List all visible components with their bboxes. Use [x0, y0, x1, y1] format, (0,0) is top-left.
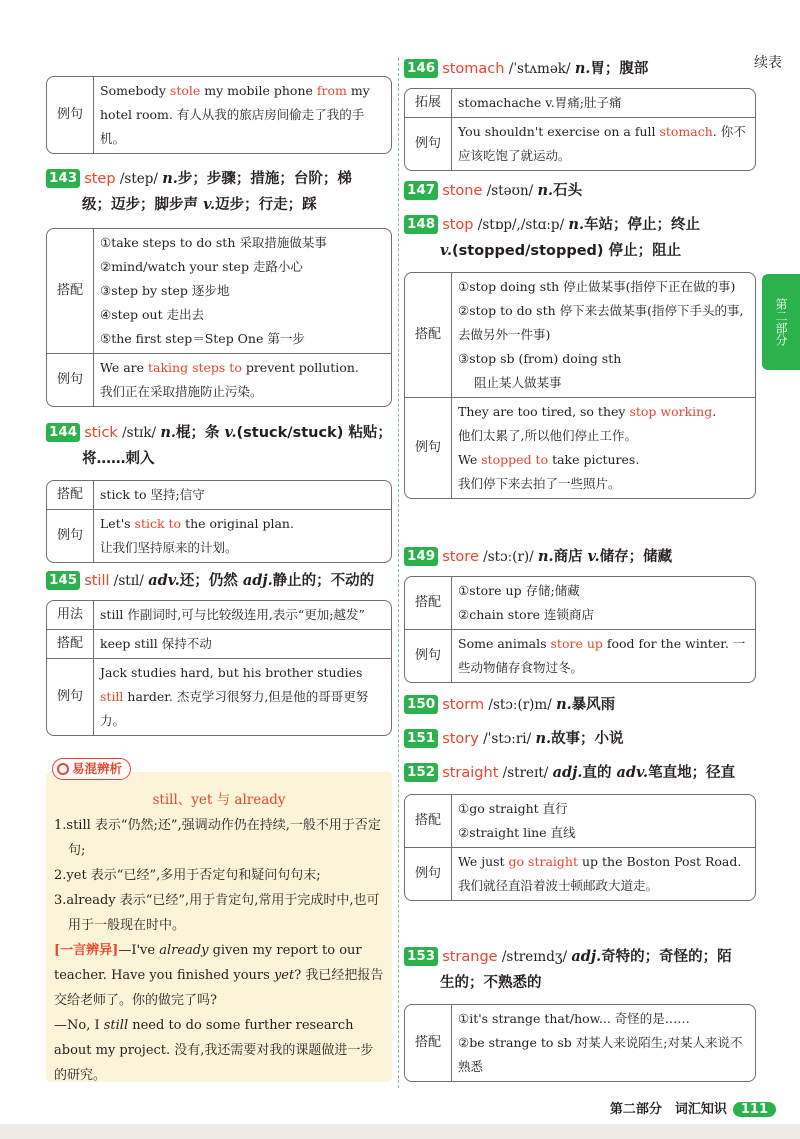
label: 例句 — [405, 629, 452, 682]
label: 用法 — [47, 601, 94, 629]
entry-number: 148 — [404, 215, 438, 234]
table-145 — [46, 600, 392, 736]
example: Somebody stole my mobile phone from my hotel room. 有人从我的旅店房间偷走了我的手机。 — [100, 83, 370, 146]
example: Some animals store up food for the winter. 一些动物储存食物过冬。 — [452, 629, 755, 682]
collocations: ①store up 存储;储藏 ②chain store 连锁商店 — [458, 583, 595, 622]
label: 搭配 — [405, 273, 452, 397]
label: 搭配 — [405, 1005, 452, 1081]
example: They are too tired, so they stop working. 他们太累了,所以他们停止工作。 We stopped to take pictures. 我们停下来去拍了一些照片。 — [452, 397, 755, 498]
label: 例句 — [405, 117, 452, 170]
table-146 — [404, 88, 756, 171]
entry-number: 145 — [46, 571, 80, 590]
entry-152: 152 straight /streɪt/ adj.直的 adv.笔直地；径直 — [404, 760, 756, 786]
entry-149: 149 store /stɔː(r)/ n.商店 v.储存；储藏 — [404, 544, 756, 570]
collocations: ①take steps to do sth 采取措施做某事 ②mind/watch your step 走路小心 ③step by step 逐步地 ④step out 走出去 ⑤the first step＝Step One 第一步 — [100, 235, 327, 346]
headword: stone — [442, 183, 483, 199]
usage: still 作副词时,可与比较级连用,表示“更加;越发” — [100, 607, 365, 622]
example: You shouldn't exercise on a full stomach. 你不应该吃饱了就运动。 — [452, 117, 755, 170]
note-title: still、yet 与 already — [152, 792, 286, 808]
collocations: ①go straight 直行 ②straight line 直线 — [458, 801, 576, 840]
table-142 — [46, 76, 392, 154]
headword: store — [442, 549, 479, 565]
label: 例句 — [405, 397, 452, 498]
collocation: keep still 保持不动 — [94, 629, 391, 658]
note-item: 1.still 表示“仍然;还”,强调动作仍在持续,一般不用于否定句; — [54, 818, 381, 858]
bottom-bar — [0, 1124, 800, 1139]
label: 搭配 — [47, 229, 94, 353]
label: 例句 — [47, 77, 94, 153]
page-number: 111 — [733, 1102, 776, 1117]
collocations: ①stop doing sth 停止做某事(指停下正在做的事) ②stop to do sth 停下来去做某事(指停下手头的事,去做另外一件事) ③stop sb (from) doing sth 阻止某人做某事 — [458, 279, 744, 390]
entry-151: 151 story /ˈstɔːri/ n.故事；小说 — [404, 726, 756, 752]
entry-144: 144 stick /stɪk/ n.棍；条 v.(stuck/stuck) 粘贴； 将……刺入 — [46, 420, 392, 472]
example: We just go straight up the Boston Post Road. 我们就径直沿着波士顿邮政大道走。 — [452, 847, 755, 900]
label: 例句 — [47, 353, 94, 406]
headword: still — [84, 573, 110, 589]
table-144 — [46, 480, 392, 563]
label: 搭配 — [47, 481, 94, 509]
page-footer — [610, 1098, 776, 1117]
label: 例句 — [47, 509, 94, 562]
table-153 — [404, 1004, 756, 1082]
entry-number: 147 — [404, 181, 438, 200]
note-example-1: [一言辨异]—I've already given my report to our teacher. Have you finished yours yet? 我已经把报告交给老师了。你的做完了吗? — [54, 943, 384, 1008]
section-tab: 第二部分 — [762, 274, 800, 370]
entry-146: 146 stomach /ˈstʌmək/ n.胃；腹部 — [404, 56, 756, 82]
magnifier-icon — [57, 763, 69, 775]
headword: stomach — [442, 61, 505, 77]
table-148 — [404, 272, 756, 499]
note-tag: 易混辨析 — [52, 758, 131, 780]
label: 例句 — [405, 847, 452, 900]
headword: step — [84, 171, 116, 187]
entry-153: 153 strange /streɪndʒ/ adj.奇特的；奇怪的；陌 生的；不熟悉的 — [404, 944, 756, 996]
entry-150: 150 storm /stɔː(r)m/ n.暴风雨 — [404, 692, 756, 718]
continued-label: 续表 — [754, 55, 782, 71]
entry-148: 148 stop /stɒp/,/stɑːp/ n.车站；停止；终止 v.(stopped/stopped) 停止；阻止 — [404, 212, 756, 264]
note-example-2: —No, I still need to do some further research about my project. 没有,我还需要对我的课题做进一步的研究。 — [54, 1018, 374, 1083]
headword: storm — [442, 697, 485, 713]
label: 搭配 — [405, 795, 452, 847]
entry-143: 143 step /step/ n.步；步骤；措施；台阶；梯 级；迈步；脚步声 v.迈步；行走；踩 — [46, 166, 392, 218]
entry-145: 145 still /stɪl/ adv.还；仍然 adj.静止的；不动的 — [46, 568, 392, 594]
example: Let's stick to the original plan. 让我们坚持原来的计划。 — [94, 509, 391, 562]
entry-number: 149 — [404, 547, 438, 566]
entry-147: 147 stone /stəʊn/ n.石头 — [404, 178, 756, 204]
confusion-note — [46, 761, 392, 1083]
headword: strange — [442, 949, 498, 965]
column-divider — [398, 58, 399, 1088]
label: 例句 — [47, 658, 94, 735]
example: We are taking steps to prevent pollution. 我们正在采取措施防止污染。 — [94, 353, 391, 406]
label: 拓展 — [405, 89, 452, 117]
table-149 — [404, 576, 756, 683]
label: 搭配 — [47, 629, 94, 658]
footer-section: 第二部分 词汇知识 — [609, 1102, 727, 1117]
table-143 — [46, 228, 392, 407]
collocation: stick to 坚持;信守 — [100, 487, 205, 502]
note-item: 2.yet 表示“已经”,多用于否定句和疑问句句末; — [54, 868, 321, 883]
entry-number: 152 — [404, 763, 438, 782]
extension: stomachache v.胃痛;肚子痛 — [458, 95, 622, 110]
table-152 — [404, 794, 756, 901]
entry-number: 150 — [404, 695, 438, 714]
entry-number: 151 — [404, 729, 438, 748]
label: 搭配 — [405, 577, 452, 629]
note-item: 3.already 表示“已经”,用于肯定句,常用于完成时中,也可用于一般现在时中。 — [54, 893, 380, 933]
headword: stick — [84, 425, 118, 441]
entry-number: 146 — [404, 59, 438, 78]
entry-number: 143 — [46, 169, 80, 188]
example: Jack studies hard, but his brother studies still harder. 杰克学习很努力,但是他的哥哥更努力。 — [94, 658, 391, 735]
headword: story — [442, 731, 479, 747]
collocations: ①it's strange that/how... 奇怪的是…… ②be strange to sb 对某人来说陌生;对某人来说不熟悉 — [458, 1011, 743, 1074]
headword: straight — [442, 765, 499, 781]
headword: stop — [442, 217, 474, 233]
entry-number: 144 — [46, 423, 80, 442]
entry-number: 153 — [404, 947, 438, 966]
